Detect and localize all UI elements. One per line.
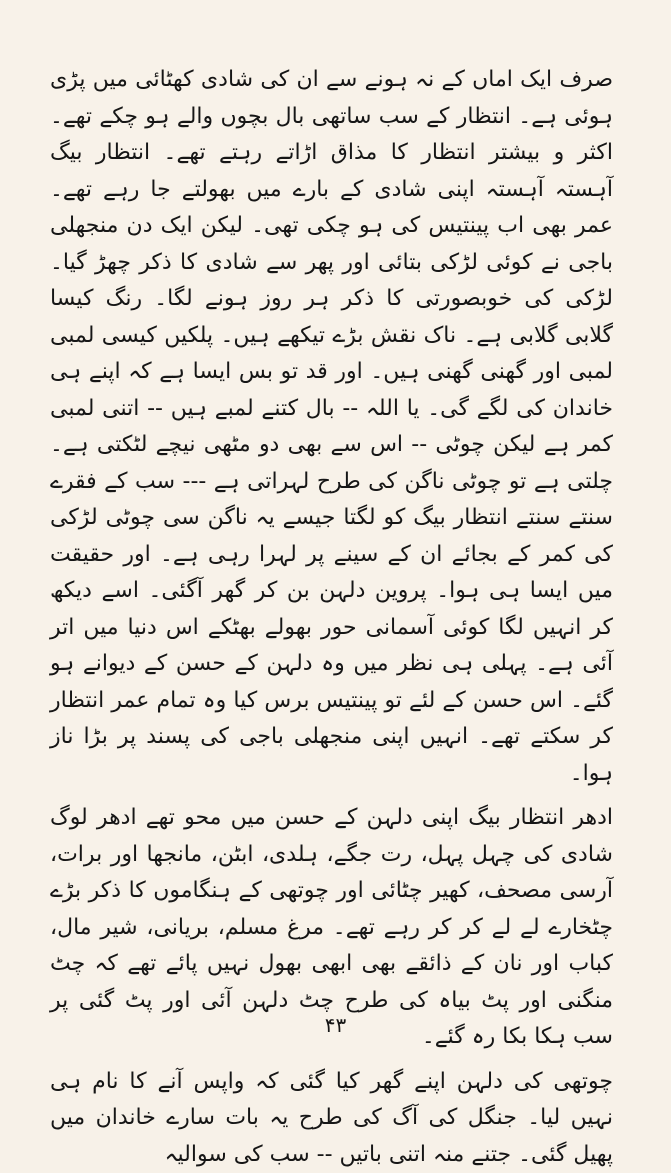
- page-number: ۴۳: [0, 1013, 671, 1037]
- body-text: [50, 62, 613, 1173]
- paragraph-2: ادھر انتظار بیگ اپنی دلہن کے حسن میں محو تھے ادھر لوگ شادی کی چہل پہل، رت جگے، ہلدی، ابٹن، مانجھا اور برات، آرسی مصحف، کھیر چٹائی اور چوتھی کے ہنگاموں کا ذکر بڑے چٹخارے لے لے کر کر رہے تھے۔ مرغ مسلم، بریانی، شیر مال، کباب اور نان کے ذائقے بھی ابھی بھول نہیں پائے تھے کہ چٹ منگنی اور پٹ بیاہ کی طرح چٹ دلہن آئی اور پٹ گئی پر سب ہکا بکا رہ گئے۔: [50, 800, 613, 1056]
- paragraph-1: صرف ایک اماں کے نہ ہونے سے ان کی شادی کھٹائی میں پڑی ہوئی ہے۔ انتظار کے سب ساتھی بال بچوں والے ہو چکے تھے۔ اکثر و بیشتر انتظار کا مذاق اڑاتے رہتے تھے۔ انتظار بیگ آہستہ آہستہ اپنی شادی کے بارے میں بھولتے جا رہے تھے۔ عمر بھی اب پینتیس کی ہو چکی تھی۔ لیکن ایک دن منجھلی باجی نے کوئی لڑکی بتائی اور پھر سے شادی کا ذکر چھڑ گیا۔ لڑکی کی خوبصورتی کا ذکر ہر روز ہونے لگا۔ رنگ کیسا گلابی گلابی ہے۔ ناک نقش بڑے تیکھے ہیں۔ پلکیں کیسی لمبی لمبی اور گھنی گھنی ہیں۔ اور قد تو بس ایسا ہے کہ اپنے ہی خاندان کی لگے گی۔ یا اللہ -- بال کتنے لمبے ہیں -- اتنی لمبی کمر ہے لیکن چوٹی -- اس سے بھی دو مٹھی نیچے لٹکتی ہے۔ چلتی ہے تو چوٹی ناگن کی طرح لہراتی ہے --- سب کے فقرے سنتے سنتے انتظار بیگ کو لگتا جیسے یہ ناگن سی چوٹی لڑکی کی کمر کے بجائے ان کے سینے پر لہرا رہی ہے۔ اور حقیقت میں ایسا ہی ہوا۔ پروین دلہن بن کر گھر آگئی۔ اسے دیکھ کر انہیں لگا کوئی آسمانی حور بھولے بھٹکے اس دنیا میں اتر آئی ہے۔ پہلی ہی نظر میں وہ دلہن کے حسن کے دیوانے ہو گئے۔ اس حسن کے لئے تو پینتیس برس کیا وہ تمام عمر انتظار کر سکتے تھے۔ انہیں اپنی منجھلی باجی کی پسند پر بڑا ناز ہوا۔: [50, 62, 613, 792]
- paragraph-3: چوتھی کی دلہن اپنے گھر کیا گئی کہ واپس آنے کا نام ہی نہیں لیا۔ جنگل کی آگ کی طرح یہ بات سارے خاندان میں پھیل گئی۔ جتنے منہ اتنی باتیں -- سب کی سوالیہ: [50, 1064, 613, 1173]
